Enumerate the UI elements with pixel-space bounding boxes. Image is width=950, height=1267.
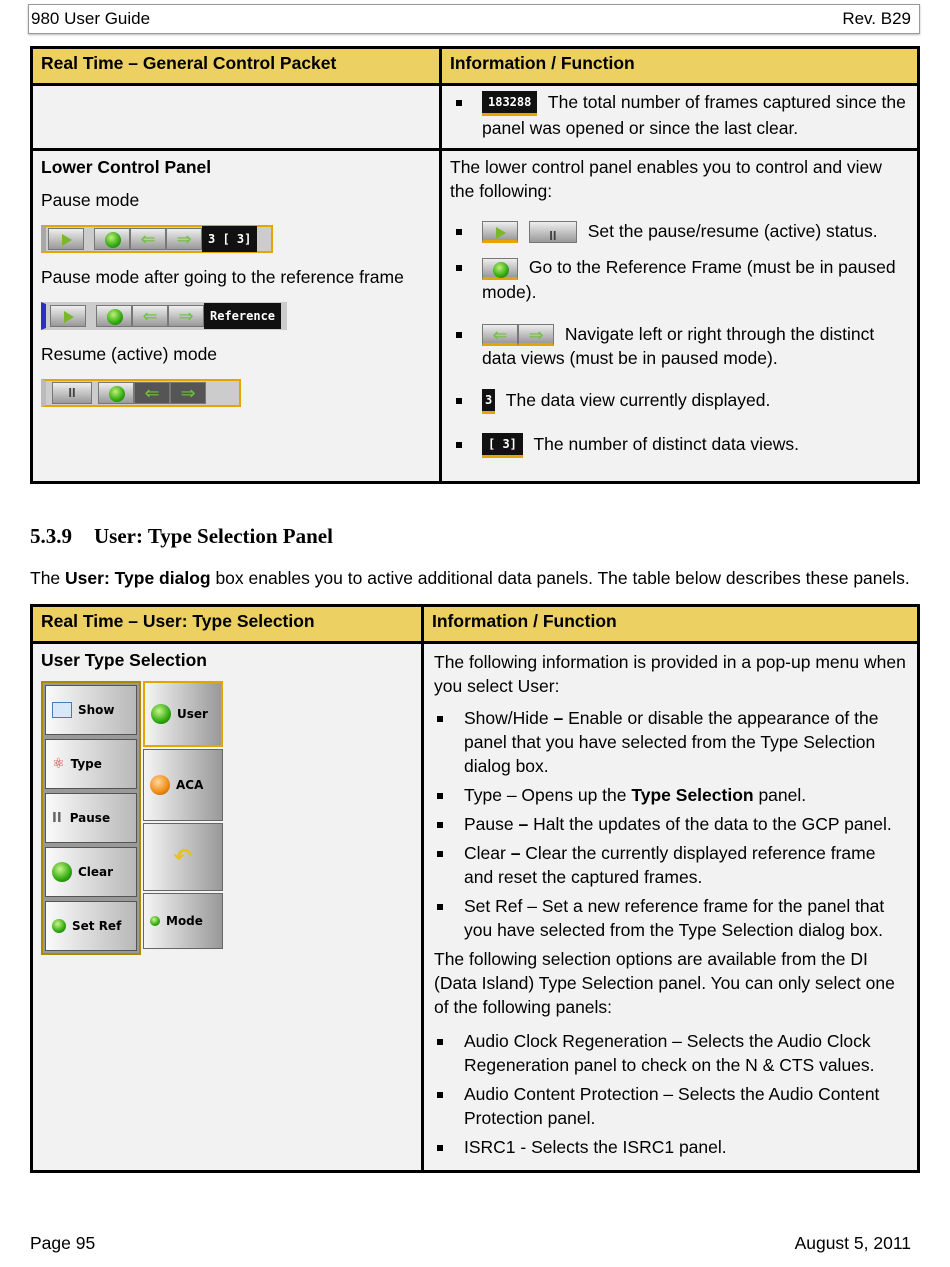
frame-count-text: The total number of frames captured since the panel was opened or since the last clear. — [482, 92, 906, 138]
list2-item-0: Audio Clock Regeneration – Selects the Audio Clock Regeneration panel to check on the N & CTS values. — [434, 1029, 907, 1077]
reference-frame-text: Go to the Reference Frame (must be in paused mode). — [482, 257, 896, 302]
list1-item-0 — [434, 706, 907, 778]
pause-mode-label: Pause mode — [41, 190, 140, 210]
right-arrow-icon — [518, 324, 554, 346]
lower-panel-intro: The lower control panel enables you to control and view the following: — [450, 157, 882, 201]
table1-row1-left — [32, 85, 441, 150]
pause-icon — [529, 221, 577, 243]
pause-resume-item — [450, 219, 909, 243]
user-type-selection-title: User Type Selection — [41, 650, 207, 670]
sep: – — [522, 896, 542, 916]
current-view-icon: 3 — [482, 389, 495, 414]
section-heading — [30, 524, 333, 549]
reference-icon — [96, 305, 132, 327]
pause-resume-text: Set the pause/resume (active) status. — [587, 221, 878, 241]
table2-header-col1: Real Time – User: Type Selection — [32, 606, 423, 643]
pause-label: Pause — [464, 814, 514, 834]
section-intro — [30, 568, 910, 589]
menu-user-label: User — [177, 707, 208, 721]
list2-item-1: Audio Content Protection – Selects the Audio Content Protection panel. — [434, 1082, 907, 1130]
reference-icon — [98, 382, 134, 404]
menu-left-column — [41, 681, 141, 955]
view-count-icon: [ 3] — [482, 433, 523, 458]
table2-right-cell — [423, 643, 919, 1172]
footer-page: Page 95 — [30, 1233, 96, 1253]
table1-row2-right — [441, 150, 919, 483]
table1-header-col2: Information / Function — [441, 48, 919, 85]
table1-row1-right — [441, 85, 919, 150]
table2-left-cell — [32, 643, 423, 1172]
resume-strip — [41, 379, 241, 407]
menu-type-label: Type — [70, 757, 102, 771]
target-icon — [52, 919, 66, 933]
list2-item-2: ISRC1 - Selects the ISRC1 panel. — [434, 1135, 907, 1159]
menu-aca-label: ACA — [176, 778, 204, 792]
sep: – — [505, 843, 526, 863]
footer-date: August 5, 2011 — [794, 1233, 911, 1253]
reference-display: Reference — [204, 303, 281, 329]
set-ref-label: Set Ref — [464, 896, 523, 916]
intro-pre: The — [30, 568, 66, 588]
menu-clear-label: Clear — [78, 865, 114, 879]
list1-item-4 — [434, 894, 907, 942]
navigate-text: Navigate left or right through the distinct data views (must be in paused mode). — [482, 323, 875, 369]
clear-label: Clear — [464, 843, 506, 863]
section-title: User: Type Selection Panel — [94, 524, 333, 548]
intro-post: box enables you to active additional data panels. The table below describes these panels. — [210, 568, 910, 588]
view-count-display: 3 [ 3] — [202, 226, 257, 252]
lower-control-panel-title: Lower Control Panel — [41, 157, 212, 177]
set-ref-text: Set a new reference frame for the panel that you have selected from the Type Selection dialog box. — [464, 896, 885, 940]
list1-item-3 — [434, 841, 907, 889]
frame-count-item — [450, 90, 909, 140]
sep: – — [513, 814, 534, 834]
menu-aca[interactable] — [143, 749, 223, 821]
pause-ref-label: Pause mode after going to the reference frame — [41, 267, 404, 287]
show-hide-label: Show/Hide — [464, 708, 549, 728]
di-intro: The following selection options are available from the DI (Data Island) Type Selection panel. You can only select one of the following panels: — [434, 949, 895, 1017]
view-count-item — [450, 432, 909, 458]
play-icon — [50, 305, 86, 327]
show-hide-text: Enable or disable the appearance of the panel that you have selected from the Type Selection dialog box. — [464, 708, 879, 776]
left-arrow-icon — [130, 228, 166, 250]
left-arrow-icon — [134, 382, 170, 404]
menu-back[interactable] — [143, 823, 223, 891]
right-arrow-icon — [166, 228, 202, 250]
reference-frame-item — [450, 255, 909, 303]
header-revision: Rev. B29 — [842, 9, 911, 28]
menu-show-label: Show — [78, 703, 115, 717]
current-view-text: The data view currently displayed. — [505, 390, 771, 411]
table1-row2-left — [32, 150, 441, 483]
menu-clear[interactable] — [45, 847, 137, 897]
play-icon — [482, 221, 518, 243]
window-icon — [52, 702, 72, 718]
menu-right-column — [143, 681, 223, 955]
reference-icon — [482, 258, 518, 280]
current-view-item — [450, 388, 909, 414]
menu-set-ref[interactable] — [45, 901, 137, 951]
right-arrow-icon — [168, 305, 204, 327]
popup-intro: The following information is provided in a pop-up menu when you select User: — [434, 652, 906, 696]
type-label: Type — [464, 785, 502, 805]
list1-item-1 — [434, 783, 907, 807]
pause-mode-strip — [41, 225, 273, 253]
section-number: 5.3.9 — [30, 524, 72, 548]
resume-mode-label: Resume (active) mode — [41, 344, 218, 364]
menu-mode-label: Mode — [166, 914, 203, 928]
type-text: panel. — [753, 785, 807, 805]
reference-strip — [41, 302, 287, 330]
orange-ball-icon — [150, 775, 170, 795]
menu-mode[interactable] — [143, 893, 223, 949]
type-bold: Type Selection — [631, 785, 754, 805]
user-popup-menu — [41, 681, 413, 955]
di-options-list — [434, 1029, 907, 1159]
clear-text: Clear the currently displayed reference frame and reset the captured frames. — [464, 843, 876, 887]
back-arrow-icon: ↶ — [173, 844, 193, 870]
type-sep: – Opens up the — [501, 785, 632, 805]
green-ball-icon — [52, 862, 72, 882]
menu-type[interactable] — [45, 739, 137, 789]
popup-items-list — [434, 706, 907, 942]
left-arrow-icon — [482, 324, 518, 346]
menu-show[interactable] — [45, 685, 137, 735]
user-type-selection-table — [30, 604, 920, 1173]
view-count-text: The number of distinct data views. — [533, 434, 799, 454]
table2-header-col2: Information / Function — [423, 606, 919, 643]
pause-text: Halt the updates of the data to the GCP panel. — [533, 814, 892, 834]
page-header — [28, 4, 920, 34]
sep: – — [548, 708, 569, 728]
play-icon — [48, 228, 84, 250]
general-control-packet-table — [30, 46, 920, 484]
navigate-item — [450, 322, 909, 370]
table1-header-col1: Real Time – General Control Packet — [32, 48, 441, 85]
pause-icon — [52, 382, 92, 404]
frame-counter-icon: 183288 — [482, 91, 537, 116]
green-ball-icon — [151, 704, 171, 724]
menu-set-ref-label: Set Ref — [72, 919, 122, 933]
molecule-icon: ⚛ — [52, 756, 65, 772]
reference-icon — [94, 228, 130, 250]
right-arrow-icon — [170, 382, 206, 404]
pause-icon: II — [52, 810, 62, 826]
left-arrow-icon — [132, 305, 168, 327]
list1-item-2 — [434, 812, 907, 836]
small-ball-icon — [150, 916, 160, 926]
menu-user[interactable] — [143, 681, 223, 747]
menu-pause-label: Pause — [69, 811, 111, 825]
header-title: 980 User Guide — [31, 9, 151, 28]
intro-bold: User: Type dialog — [65, 568, 211, 588]
menu-pause[interactable] — [45, 793, 137, 843]
